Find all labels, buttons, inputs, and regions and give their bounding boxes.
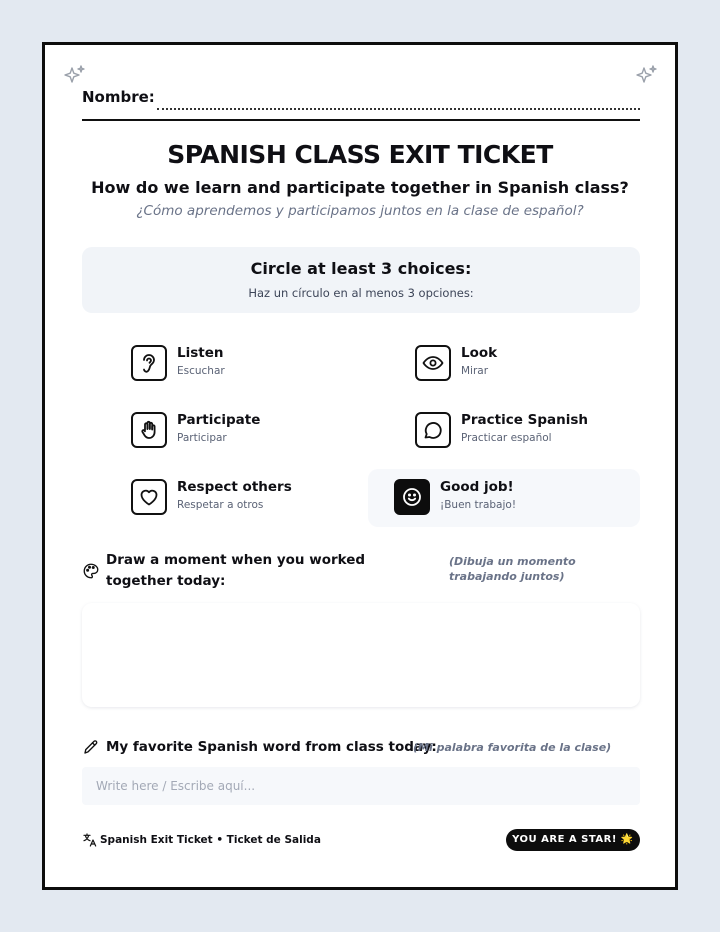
draw-prompt: Draw a moment when you worked together today: [106, 552, 366, 589]
page-subtitle: How do we learn and participate together in Spanish class? [91, 178, 629, 197]
choice-label-spanish: Mirar [461, 365, 489, 377]
instructions-main: Circle at least 3 choices: [250, 259, 472, 278]
instructions-sub: Haz un círculo en al menos 3 opciones: [248, 286, 474, 300]
star-badge: YOU ARE A STAR! 🌟 [506, 829, 640, 851]
choice-respect-others[interactable] [131, 479, 351, 519]
choice-label: Respect others [177, 479, 292, 495]
choice-listen[interactable] [131, 345, 351, 385]
speech-bubble-icon [415, 412, 451, 448]
choice-label: Look [461, 345, 498, 361]
heart-icon [131, 479, 167, 515]
smiley-icon [394, 479, 430, 515]
page-subtitle-spanish: ¿Cómo aprendemos y participamos juntos en la clase de español? [136, 203, 584, 219]
draw-section-header [82, 550, 640, 600]
draw-prompt-spanish: (Dibuja un momento trabajando juntos) [449, 555, 576, 583]
choice-label: Participate [177, 412, 261, 428]
choice-label: Practice Spanish [461, 412, 588, 428]
favorite-word-prompt-spanish: (Mi palabra favorita de la clase) [413, 741, 612, 754]
choice-look[interactable] [415, 345, 635, 385]
favorite-word-row [82, 737, 640, 759]
page-title: SPANISH CLASS EXIT TICKET [167, 140, 553, 169]
instructions-box [82, 247, 640, 313]
pencil-icon [82, 738, 100, 756]
choice-label: Listen [177, 345, 224, 361]
choice-label-spanish: Escuchar [177, 365, 225, 377]
palette-icon [82, 562, 100, 580]
choice-practice-spanish[interactable] [415, 412, 640, 452]
choice-label-spanish: Practicar español [461, 432, 552, 444]
choice-participate[interactable] [131, 412, 351, 452]
drawing-area[interactable] [82, 603, 640, 707]
eye-icon [415, 345, 451, 381]
name-row [82, 85, 640, 121]
footer-text: Spanish Exit Ticket • Ticket de Salida [100, 834, 321, 846]
raised-hand-icon [131, 412, 167, 448]
translate-icon [82, 832, 98, 848]
choice-label-spanish: Participar [177, 432, 227, 444]
ear-icon [131, 345, 167, 381]
favorite-word-prompt: My favorite Spanish word from class today: [106, 739, 437, 755]
choice-label: Good job! [440, 479, 514, 495]
choice-label-spanish: ¡Buen trabajo! [440, 499, 517, 511]
name-line[interactable] [157, 108, 640, 110]
name-label: Nombre: [82, 88, 155, 106]
exit-ticket-sheet [42, 42, 678, 890]
favorite-word-input[interactable] [82, 767, 640, 805]
choice-good-job[interactable] [394, 479, 614, 519]
choice-label-spanish: Respetar a otros [177, 499, 264, 511]
